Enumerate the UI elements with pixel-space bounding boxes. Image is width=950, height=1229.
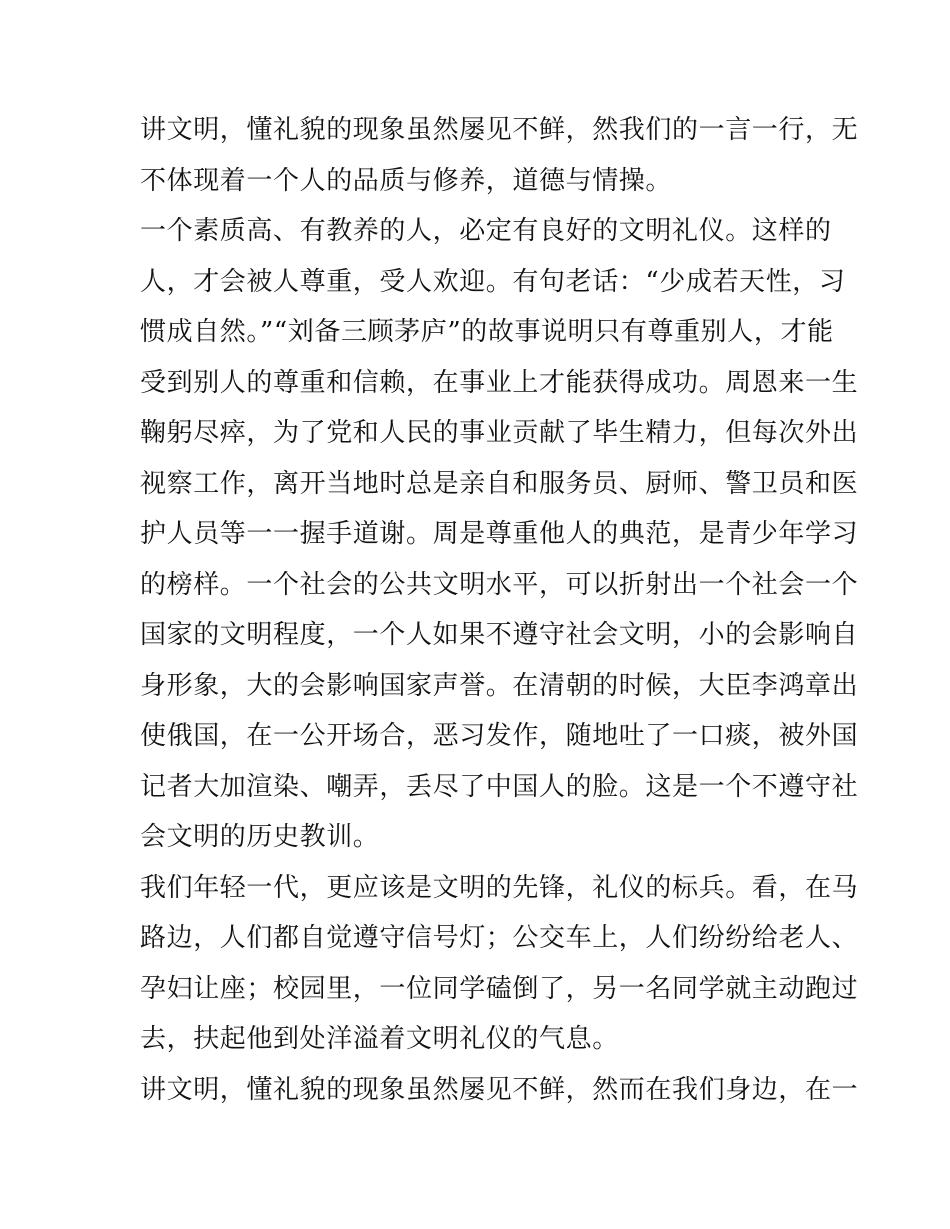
text-line: 不体现着一个人的品质与修养，道德与情操。: [140, 165, 673, 196]
text-line: 会文明的历史教训。: [140, 822, 380, 852]
text-line: 记者大加渲染、嘲弄，丢尽了中国人的脸。这是一个不遵守社: [140, 771, 859, 802]
text-line: 身形象，大的会影响国家声誉。在清朝的时候，大臣李鸿章出: [140, 670, 859, 701]
paragraph-1: [140, 105, 859, 206]
text-line: 鞠躬尽瘁，为了党和人民的事业贡献了毕生精力，但每次外出: [140, 418, 859, 448]
text-line: 我们年轻一代，更应该是文明的先锋，礼仪的标兵。看，在马: [140, 872, 859, 903]
paragraph-2: [140, 206, 859, 863]
text-line: 去，扶起他到处洋溢着文明礼仪的气息。: [140, 1024, 619, 1054]
text-line: 受到别人的尊重和信赖，在事业上才能获得成功。周恩来一生: [140, 367, 859, 398]
text-line: 视察工作，离开当地时总是亲自和服务员、厨师、警卫员和医: [140, 468, 859, 499]
text-line: 一个素质高、有教养的人，必定有良好的文明礼仪。这样的: [140, 216, 832, 246]
text-line: 路边，人们都自觉遵守信号灯；公交车上，人们纷纷给老人、: [140, 923, 859, 953]
text-line: 护人员等一一握手道谢。周是尊重他人的典范，是青少年学习: [140, 519, 859, 549]
text-line: 使俄国，在一公开场合，恶习发作，随地吐了一口痰，被外国: [140, 721, 859, 751]
document-body: [140, 105, 859, 1115]
text-line: 惯成自然。”“刘备三顾茅庐”的故事说明只有尊重别人，才能: [140, 317, 834, 347]
text-line: 国家的文明程度，一个人如果不遵守社会文明，小的会影响自: [140, 620, 859, 650]
text-line: 孕妇让座；校园里，一位同学磕倒了，另一名同学就主动跑过: [140, 973, 859, 1004]
paragraph-3: [140, 863, 859, 1065]
text-line: 讲文明，懂礼貌的现象虽然屡见不鲜，然而在我们身边，在一: [140, 1074, 859, 1105]
text-line: 人，才会被人尊重，受人欢迎。有句老话：“少成若天性，习: [140, 266, 846, 297]
text-line: 讲文明，懂礼貌的现象虽然屡见不鲜，然我们的一言一行，无: [140, 115, 859, 145]
paragraph-4: [140, 1065, 859, 1116]
text-line: 的榜样。一个社会的公共文明水平，可以折射出一个社会一个: [140, 569, 859, 600]
